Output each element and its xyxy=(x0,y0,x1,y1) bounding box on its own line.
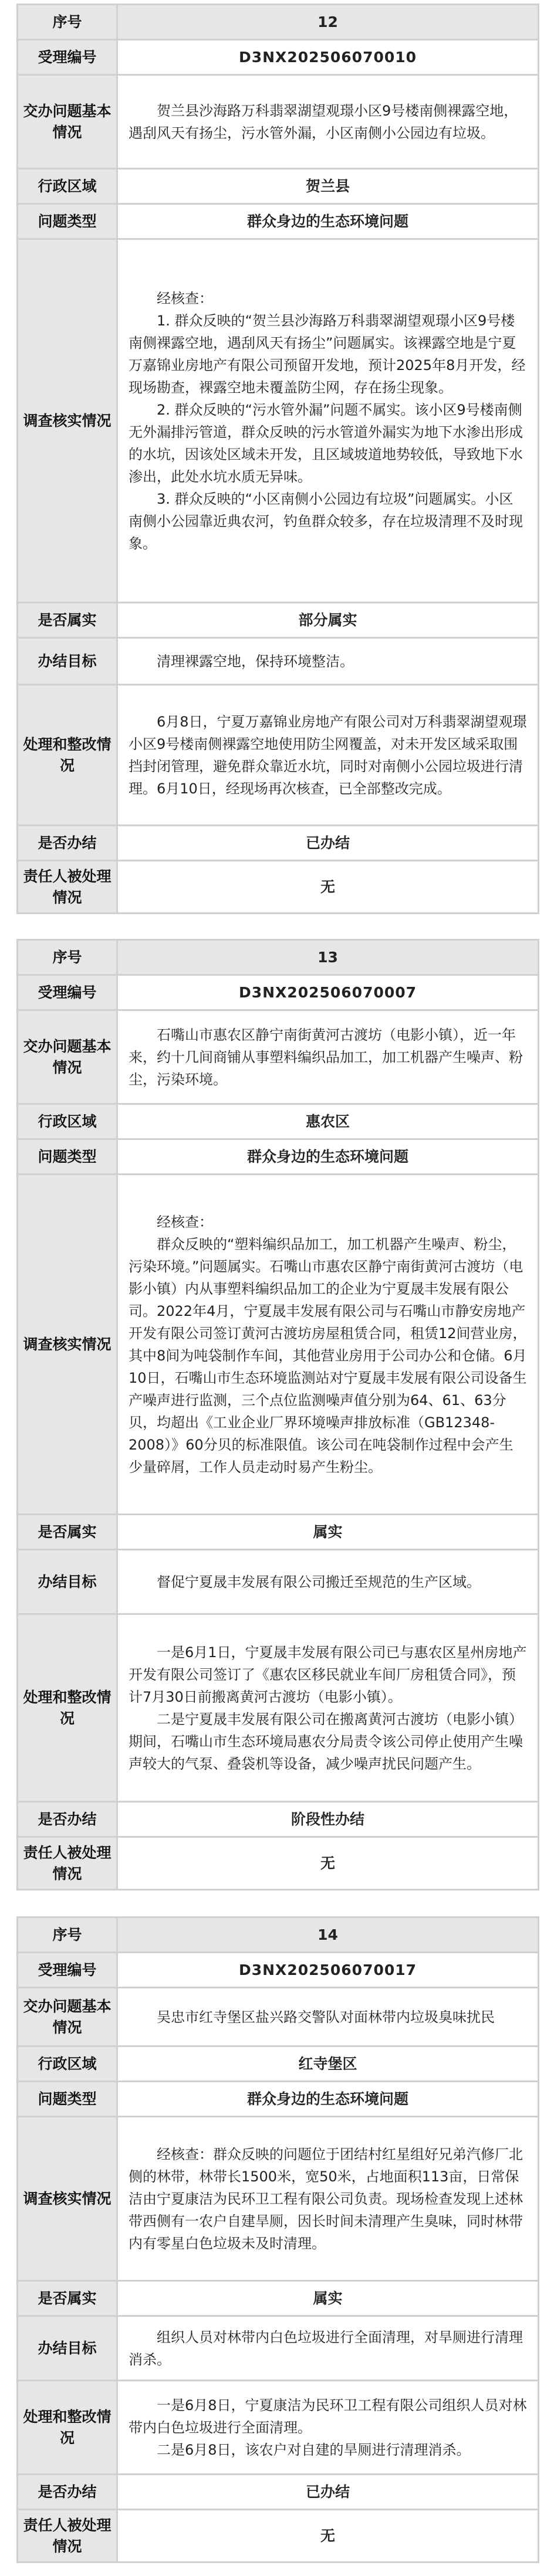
basic-info-value xyxy=(117,1010,539,1104)
region-label: 行政区域 xyxy=(18,169,117,204)
closed-label: 是否办结 xyxy=(18,2475,117,2510)
handling-label: 处理和整改情况 xyxy=(18,685,117,826)
is-true-value: 属实 xyxy=(117,1515,539,1550)
survey-value xyxy=(117,1175,539,1515)
is-true-value: 部分属实 xyxy=(117,603,539,638)
survey-label: 调查核实情况 xyxy=(18,2117,117,2281)
acceptance-no-value: D3NX202506070010 xyxy=(117,40,539,75)
survey-value xyxy=(117,239,539,603)
handling-line: 6月8日，宁夏万嘉锦业房地产有限公司对万科翡翠湖望观璟小区9号楼南侧裸露空地使用防尘网覆盖，对未开发区域采取围挡封闭管理，避免群众靠近水坑，同时对南侧小公园垃圾进行清理。6月10日，经现场再次核查，已全部整改完成。 xyxy=(129,713,527,797)
goal-value xyxy=(117,638,539,685)
goal-value xyxy=(117,2316,539,2381)
problem-type-label: 问题类型 xyxy=(18,1139,117,1175)
problem-type-value: 群众身边的生态环境问题 xyxy=(117,1139,539,1175)
closed-label: 是否办结 xyxy=(18,826,117,861)
closed-value: 已办结 xyxy=(117,826,539,861)
goal-label: 办结目标 xyxy=(18,638,117,685)
survey-line: 经核查： xyxy=(157,1213,213,1230)
basic-info-value xyxy=(117,1988,539,2046)
handling-label: 处理和整改情况 xyxy=(18,2381,117,2475)
region-label: 行政区域 xyxy=(18,1104,117,1139)
acceptance-no-value: D3NX202506070007 xyxy=(117,975,539,1010)
closed-value: 阶段性办结 xyxy=(117,1802,539,1837)
survey-line: 2. 群众反映的“污水管外漏”问题不属实。该小区9号楼南侧无外漏排污管道，群众反映的污水管道外漏实为地下水渗出形成的水坑，因该处区域未开发，且区域坡道地势较低，导致地下水渗出，此处水坑水质无异味。 xyxy=(129,401,523,485)
goal-text: 清理裸露空地，保持环境整洁。 xyxy=(157,653,354,670)
region-value: 红寺堡区 xyxy=(117,2046,539,2082)
closed-value: 已办结 xyxy=(117,2475,539,2510)
seq-value: 13 xyxy=(117,940,539,975)
seq-value: 14 xyxy=(117,1917,539,1953)
handling-value xyxy=(117,685,539,826)
punish-value: 无 xyxy=(117,861,539,914)
basic-info-text: 石嘴山市惠农区静宁南街黄河古渡坊（电影小镇），近一年来，约十几间商铺从事塑料编织品加工，加工机器产生噪声、粉尘，污染环境。 xyxy=(129,1026,523,1088)
punish-label: 责任人被处理情况 xyxy=(18,1837,117,1890)
is-true-label: 是否属实 xyxy=(18,2281,117,2316)
problem-type-label: 问题类型 xyxy=(18,2082,117,2117)
survey-line: 群众反映的“塑料编织品加工，加工机器产生噪声、粉尘，污染环境。”问题属实。石嘴山市惠农区静宁南街黄河古渡坊（电影小镇）内从事塑料编织品加工的企业为宁夏晟丰发展有限公司。2022年4月，宁夏晟丰发展有限公司与石嘴山市静安房地产开发有限公司签订黄河古渡坊房屋租赁合同，租赁12间营业房，其中8间为吨袋制作车间，其他营业房用于公司办公和仓储。6月10日，石嘴山市生态环境监测站对宁夏晟丰发展有限公司设备生产噪声进行监测，三个点位监测噪声值分别为64、61、63分贝，均超出《工业企业厂界环境噪声排放标准（GB12348-2008）》60分贝的标准限值。该公司在吨袋制作过程中会产生少量碎屑，工作人员走动时易产生粉尘。 xyxy=(129,1236,527,1475)
handling-line: 一是6月8日，宁夏康洁为民环卫工程有限公司组织人员对林带内白色垃圾进行全面清理。 xyxy=(129,2397,527,2436)
acceptance-no-label: 受理编号 xyxy=(18,1953,117,1988)
seq-label: 序号 xyxy=(18,1917,117,1953)
survey-value xyxy=(117,2117,539,2281)
is-true-label: 是否属实 xyxy=(18,1515,117,1550)
survey-label: 调查核实情况 xyxy=(18,1175,117,1515)
acceptance-no-label: 受理编号 xyxy=(18,975,117,1010)
basic-info-label: 交办问题基本情况 xyxy=(18,1988,117,2046)
problem-type-value: 群众身边的生态环境问题 xyxy=(117,2082,539,2117)
goal-text: 组织人员对林带内白色垃圾进行全面清理，对旱厕进行清理消杀。 xyxy=(129,2329,523,2368)
problem-type-label: 问题类型 xyxy=(18,204,117,239)
goal-label: 办结目标 xyxy=(18,1550,117,1614)
record-table xyxy=(16,1916,539,2563)
survey-label: 调查核实情况 xyxy=(18,239,117,603)
survey-line: 3. 群众反映的“小区南侧小公园边有垃圾”问题属实。小区南侧小公园靠近典农河，钓鱼群众较多，存在垃圾清理不及时现象。 xyxy=(129,490,523,552)
handling-label: 处理和整改情况 xyxy=(18,1614,117,1802)
seq-label: 序号 xyxy=(18,5,117,40)
goal-label: 办结目标 xyxy=(18,2316,117,2381)
basic-info-text: 吴忠市红寺堡区盐兴路交警队对面林带内垃圾臭味扰民 xyxy=(157,2008,495,2025)
punish-label: 责任人被处理情况 xyxy=(18,2510,117,2563)
acceptance-no-label: 受理编号 xyxy=(18,40,117,75)
is-true-value: 属实 xyxy=(117,2281,539,2316)
region-value: 贺兰县 xyxy=(117,169,539,204)
survey-line: 经核查：群众反映的问题位于团结村红星组好兄弟汽修厂北侧的林带，林带长1500米，宽50米，占地面积113亩，日常保洁由宁夏康洁为民环卫工程有限公司负责。现场检查发现上述林带西侧有一农户自建旱厕，因长时间未清理产生臭味，同时林带内有零星白色垃圾未及时清理。 xyxy=(129,2146,523,2252)
basic-info-label: 交办问题基本情况 xyxy=(18,1010,117,1104)
punish-label: 责任人被处理情况 xyxy=(18,861,117,914)
acceptance-no-value: D3NX202506070017 xyxy=(117,1953,539,1988)
survey-line: 经核查： xyxy=(157,290,213,307)
punish-value: 无 xyxy=(117,2510,539,2563)
handling-line: 一是6月1日，宁夏晟丰发展有限公司已与惠农区星州房地产开发有限公司签订了《惠农区移民就业车间厂房租赁合同》，预计7月30日前搬离黄河古渡坊（电影小镇）。 xyxy=(129,1644,527,1705)
handling-line: 二是宁夏晟丰发展有限公司在搬离黄河古渡坊（电影小镇）期间，石嘴山市生态环境局惠农分局责令该公司停止使用产生噪声较大的气泵、叠袋机等设备，减少噪声扰民问题产生。 xyxy=(129,1710,523,1772)
goal-value xyxy=(117,1550,539,1614)
handling-line: 二是6月8日，该农户对自建的旱厕进行清理消杀。 xyxy=(157,2441,471,2458)
closed-label: 是否办结 xyxy=(18,1802,117,1837)
record-table xyxy=(16,4,539,914)
handling-value xyxy=(117,1614,539,1802)
survey-line: 1. 群众反映的“贺兰县沙海路万科翡翠湖望观璟小区9号楼南侧裸露空地，遇刮风天有扬尘”问题属实。该裸露空地是宁夏万嘉锦业房地产有限公司预留开发地，预计2025年8月开发，经现场勘查，裸露空地未覆盖防尘网，存在扬尘现象。 xyxy=(129,312,526,396)
is-true-label: 是否属实 xyxy=(18,603,117,638)
basic-info-label: 交办问题基本情况 xyxy=(18,75,117,169)
seq-label: 序号 xyxy=(18,940,117,975)
handling-value xyxy=(117,2381,539,2475)
basic-info-text: 贺兰县沙海路万科翡翠湖望观璟小区9号楼南侧裸露空地，遇刮风天有扬尘，污水管外漏，小区南侧小公园边有垃圾。 xyxy=(129,102,518,141)
basic-info-value xyxy=(117,75,539,169)
region-label: 行政区域 xyxy=(18,2046,117,2082)
punish-value: 无 xyxy=(117,1837,539,1890)
record-13 xyxy=(16,939,538,1891)
record-12 xyxy=(16,4,538,914)
problem-type-value: 群众身边的生态环境问题 xyxy=(117,204,539,239)
goal-text: 督促宁夏晟丰发展有限公司搬迁至规范的生产区域。 xyxy=(157,1573,481,1590)
seq-value: 12 xyxy=(117,5,539,40)
record-14 xyxy=(16,1916,538,2563)
record-table xyxy=(16,939,539,1891)
region-value: 惠农区 xyxy=(117,1104,539,1139)
